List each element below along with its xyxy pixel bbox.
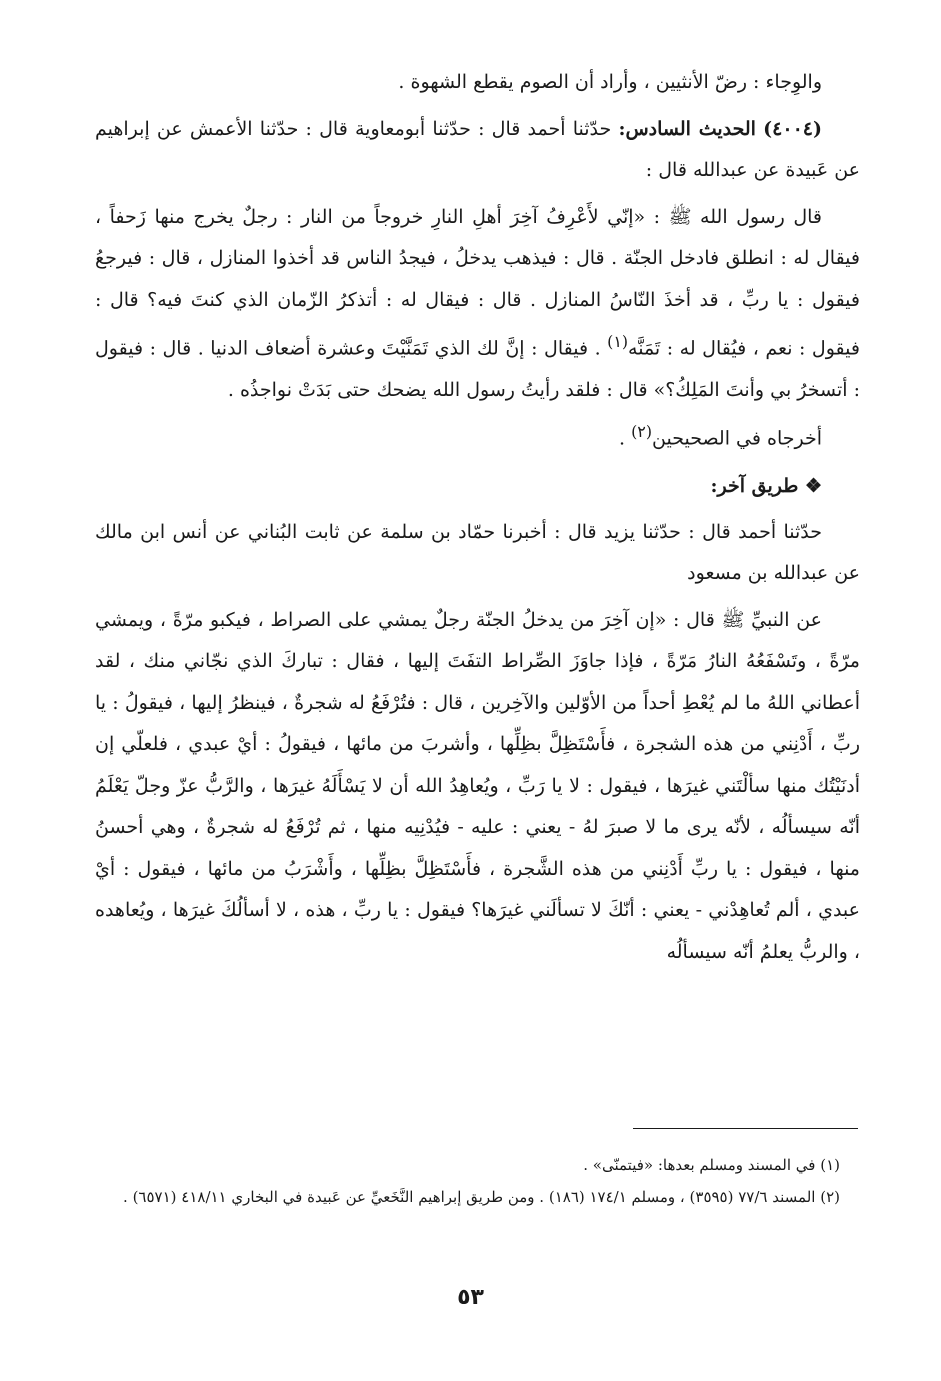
takhrij-end: . (619, 427, 632, 450)
paragraph-wija-definition (95, 62, 860, 104)
main-text (95, 62, 860, 973)
section-heading-another-route: ❖ طريق آخر: (710, 475, 822, 498)
footnote-ref-1[interactable]: (١) (607, 332, 629, 351)
paragraph-second-isnad (95, 512, 860, 595)
paragraph-hadith-matn (95, 197, 860, 412)
footnote-1: (١) في المسند ومسلم بعدها: «فيتمنّى» . (583, 1156, 840, 1174)
footnote-separator (633, 1128, 858, 1129)
matn-text: قال رسول الله ﷺ : «إنّي لأَعْرِفُ آخِرَ أهلِ النارِ خروجاً من النار : رجلٌ يخرج منها زَحفاً ، فيقال له : انطلق فادخل الجنّة . قال : فيذهب يدخلُ ، فيجدُ الناس قد أخذوا المنازل ، قال : فيرجعُ فيقول : يا ربِّ ، قد أخذَ النّاسُ المنازل . قال : فيقال له : أتذكرُ الزّمان الذي كنتَ فيه؟ قال : فيقول : نعم ، فيُقال له : تَمَنَّه (95, 205, 860, 360)
takhrij-text: أخرجاه في الصحيحين (652, 427, 822, 450)
hadith-heading: الحديث السادس: (618, 117, 756, 140)
footnote-ref-2[interactable]: (٢) (631, 422, 652, 442)
paragraph-takhrij (95, 411, 860, 460)
footnote-2: (٢) المسند ٧٧/٦ (٣٥٩٥) ، ومسلم ١٧٤/١ (١٨٦) . ومن طريق إبراهيم النَّخَعيِّ عن عَبيدة في البخاري ٤١٨/١١ (٦٥٧١) . (123, 1188, 840, 1206)
page-number: ٥٣ (457, 1285, 484, 1310)
matn-text-rest: . فيقال : إنَّ لك الذي تَمَنَّيْتَ وعشرة أضعاف الدنيا . قال : فيقول : أتسخرُ بي وأنتَ المَلِكُ؟» قال : فلقد رأيتُ رسول الله يضحك حتى بَدَتْ نواجذُه . (95, 337, 860, 401)
matn-text: عن النبيِّ ﷺ قال : «إن آخِرَ من يدخلُ الجنّة رجلٌ يمشي على الصراط ، فيكبو مرّةً ، ويمشي مرّةً ، وتَسْفَعُهُ النارُ مَرّةً ، فإذا جاوَزَ الصِّراط التفَتَ إليها ، فقال : تباركَ الذي نجّاني منك ، لقد أعطاني اللهُ ما لم يُعْطِ أحداً من الأوّلين والآخِرين ، قال : فتُرْفَعُ له شجرةٌ ، فينظرُ إليها ، فيقولُ : يا ربِّ ، أَدْنِني من هذه الشجرة ، فأَسْتَظِلَّ بظِلِّها ، وأشربَ من مائها ، فيقولُ : أيْ عبدي ، فلعلّي إن أدنَيْتُك منها سألْتَني غيرَها ، فيقول : لا يا رَبِّ ، ويُعاهِدُ الله أن لا يَسْأَلَهُ غيرَها ، والرَّبُّ عزّ وجلّ يَعْلَمُ أنّه سيسألُه ، لأنّه يرى ما لا صبرَ لهُ - يعني : عليه - فيُدْنِيه منها ، ثم تُرْفَعُ له شجرةٌ ، وهي أحسنُ منها ، فيقول : يا ربِّ أَدْنِني من هذه الشَّجرة ، فأَسْتَظِلَّ بظِلِّها ، وأَشْرَبُ من مائها ، فيقول : أيْ عبدي ، ألم تُعاهِدْني - يعني : أنّكَ لا تسألَني غيرَها؟ فيقول : يا ربِّ ، هذه ، لا أسألُكَ غيرَها ، ويُعاهده ، والربُّ يعلمُ أنّه سيسألُه (95, 608, 860, 963)
isnad-text: حدّثنا أحمد قال : حدّثنا يزيد قال : أخبرنا حمّاد بن سلمة عن ثابت البُناني عن أنس ابن مالك عن عبدالله بن مسعود (95, 520, 860, 585)
hadith-number: (٤٠٠٤) (763, 117, 822, 140)
paragraph-second-matn (95, 600, 860, 974)
isnad-text: حدّثنا أحمد قال : حدّثنا أبومعاوية قال : حدّثنا الأعمش عن إبراهيم عن عَبيدة عن عبدالله قال : (95, 117, 860, 181)
paragraph-text: والوِجاء : رضّ الأنثيين ، وأراد أن الصوم يقطع الشهوة . (398, 71, 822, 93)
footnotes (95, 1150, 860, 1214)
paragraph-hadith-4004 (95, 109, 860, 192)
